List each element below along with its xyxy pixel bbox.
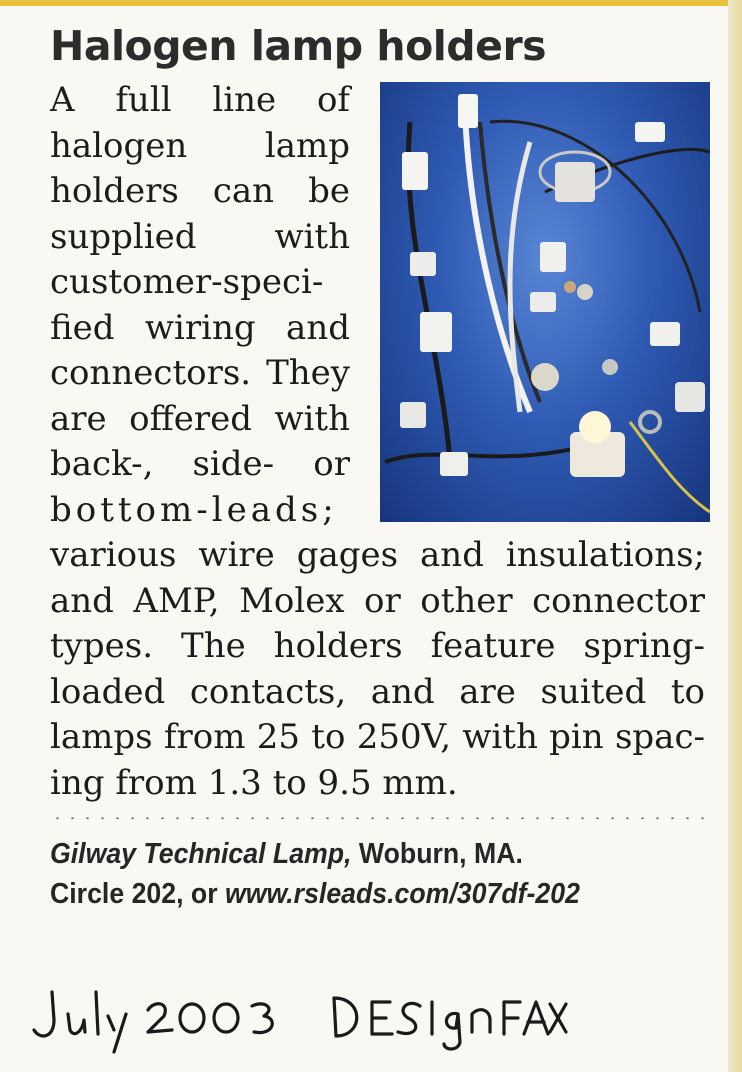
body-line: halogen lamp xyxy=(50,125,350,166)
body-line: holders can be xyxy=(50,171,350,211)
body-line: ing from 1.3 to 9.5 mm. xyxy=(50,762,458,803)
body-line: customer-speci- xyxy=(50,262,324,302)
company-credit xyxy=(50,838,523,871)
body-line: bottom-leads; xyxy=(50,489,338,530)
body-line: loaded contacts, and are suited to xyxy=(50,671,705,712)
body-line: and AMP, Molex or other connector xyxy=(50,580,705,621)
company-name: Gilway Technical Lamp, xyxy=(50,838,352,870)
body-line: supplied with xyxy=(50,216,350,257)
reader-service-line xyxy=(50,878,580,911)
body-line: are offered with xyxy=(50,398,350,439)
body-line: A full line of xyxy=(50,80,350,120)
body-text-wide xyxy=(50,533,705,806)
article-headline: Halogen lamp holders xyxy=(50,22,547,70)
body-text-narrow xyxy=(50,78,350,533)
page-edge xyxy=(728,0,742,1072)
body-line: lamps from 25 to 250V, with pin spac- xyxy=(50,717,705,757)
company-location: Woburn, MA. xyxy=(351,838,523,870)
body-line: fied wiring and xyxy=(50,307,350,348)
body-line: types. The holders feature spring- xyxy=(50,626,705,666)
body-line: back-, side- or xyxy=(50,444,350,484)
top-color-rule xyxy=(0,0,742,6)
handwritten-signature xyxy=(30,980,570,1060)
handwritten-note xyxy=(30,980,570,1065)
body-line: various wire gages and insulations; xyxy=(50,535,705,575)
dotted-divider xyxy=(50,817,710,819)
body-line: connectors. They xyxy=(50,353,350,393)
product-photo xyxy=(380,82,710,522)
reader-service-url[interactable]: www.rsleads.com/307df-202 xyxy=(225,878,580,910)
lamp-holders-illustration xyxy=(380,82,710,522)
circle-number: Circle 202, or xyxy=(50,878,226,910)
